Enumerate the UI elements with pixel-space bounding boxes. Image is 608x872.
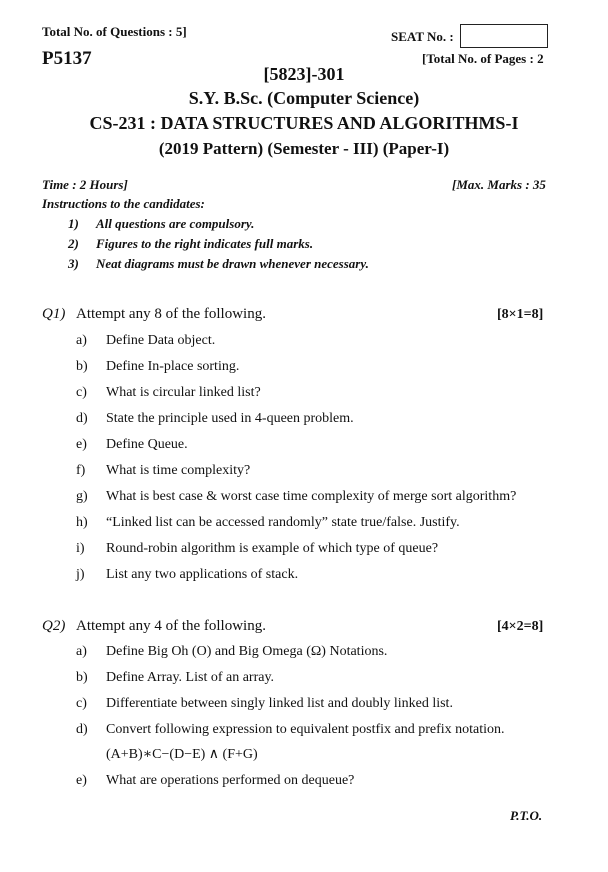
q2-item-text: Define Array. List of an array. [106, 670, 275, 685]
instruction-text: Neat diagrams must be drawn whenever necessary. [96, 256, 369, 271]
seat-number-label: SEAT No. : [391, 29, 454, 44]
q1-item-letter: j) [76, 567, 85, 582]
instruction-number: 2) [68, 236, 79, 251]
q1-item-text: What is circular linked list? [106, 385, 261, 400]
q2-item-letter: e) [76, 773, 87, 788]
q2-item-text: Differentiate between singly linked list and doubly linked list. [106, 696, 453, 711]
q1-item-letter: h) [76, 515, 88, 530]
question-1-number: Q1) [42, 306, 66, 322]
q1-item-letter: a) [76, 333, 87, 348]
question-2-marks: [4×2=8] [497, 619, 544, 634]
max-marks: [Max. Marks : 35 [452, 177, 546, 192]
q1-item-letter: c) [76, 385, 87, 400]
please-turn-over: P.T.O. [510, 808, 543, 823]
course-name: S.Y. B.Sc. (Computer Science) [188, 88, 420, 108]
q2-item-letter: c) [76, 696, 87, 711]
q1-item-text: What is best case & worst case time complexity of merge sort algorithm? [106, 489, 517, 504]
q1-item-text: “Linked list can be accessed randomly” state true/false. Justify. [106, 515, 460, 530]
q1-item-text: List any two applications of stack. [106, 567, 299, 582]
q1-item-letter: b) [76, 359, 88, 374]
q1-item-letter: g) [76, 489, 88, 504]
q1-item-letter: i) [76, 541, 85, 556]
q1-item-text: What is time complexity? [106, 463, 251, 478]
question-2-text: Attempt any 4 of the following. [76, 618, 266, 634]
q2-item-letter: a) [76, 644, 87, 659]
instruction-number: 3) [68, 256, 79, 271]
q1-item-text: State the principle used in 4-queen problem. [106, 411, 354, 426]
pattern-info: (2019 Pattern) (Semester - III) (Paper-I) [158, 139, 450, 158]
q1-item-text: Round-robin algorithm is example of which type of queue? [106, 541, 439, 556]
q2-expression: (A+B)∗C−(D−E) ∧ (F+G) [106, 747, 258, 762]
q2-item-text: Define Big Oh (O) and Big Omega (Ω) Notations. [106, 644, 388, 659]
instruction-text: Figures to the right indicates full marks. [96, 236, 314, 251]
time-allowed: Time : 2 Hours] [42, 177, 128, 192]
instructions-heading: Instructions to the candidates: [42, 196, 205, 211]
total-questions: Total No. of Questions : 5] [42, 24, 187, 39]
q1-item-text: Define Data object. [106, 333, 216, 348]
q2-item-text: What are operations performed on dequeue? [106, 773, 355, 788]
seat-number-box[interactable] [460, 24, 548, 48]
q2-item-letter: d) [76, 722, 88, 737]
q1-item-text: Define In-place sorting. [106, 359, 240, 374]
paper-code: P5137 [42, 48, 92, 69]
exam-code: [5823]-301 [263, 64, 345, 84]
question-1-marks: [8×1=8] [497, 307, 544, 322]
total-pages: [Total No. of Pages : 2 [422, 51, 544, 66]
q1-item-letter: e) [76, 437, 87, 452]
subject-title: CS-231 : DATA STRUCTURES AND ALGORITHMS-I [89, 113, 519, 133]
q1-item-text: Define Queue. [106, 437, 188, 452]
q2-item-letter: b) [76, 670, 88, 685]
instruction-number: 1) [68, 216, 79, 231]
q1-item-letter: d) [76, 411, 88, 426]
instruction-text: All questions are compulsory. [96, 216, 255, 231]
question-2-number: Q2) [42, 618, 66, 634]
question-1-text: Attempt any 8 of the following. [76, 306, 266, 322]
q1-item-letter: f) [76, 463, 86, 478]
q2-item-text: Convert following expression to equivalent postfix and prefix notation. [106, 722, 505, 737]
